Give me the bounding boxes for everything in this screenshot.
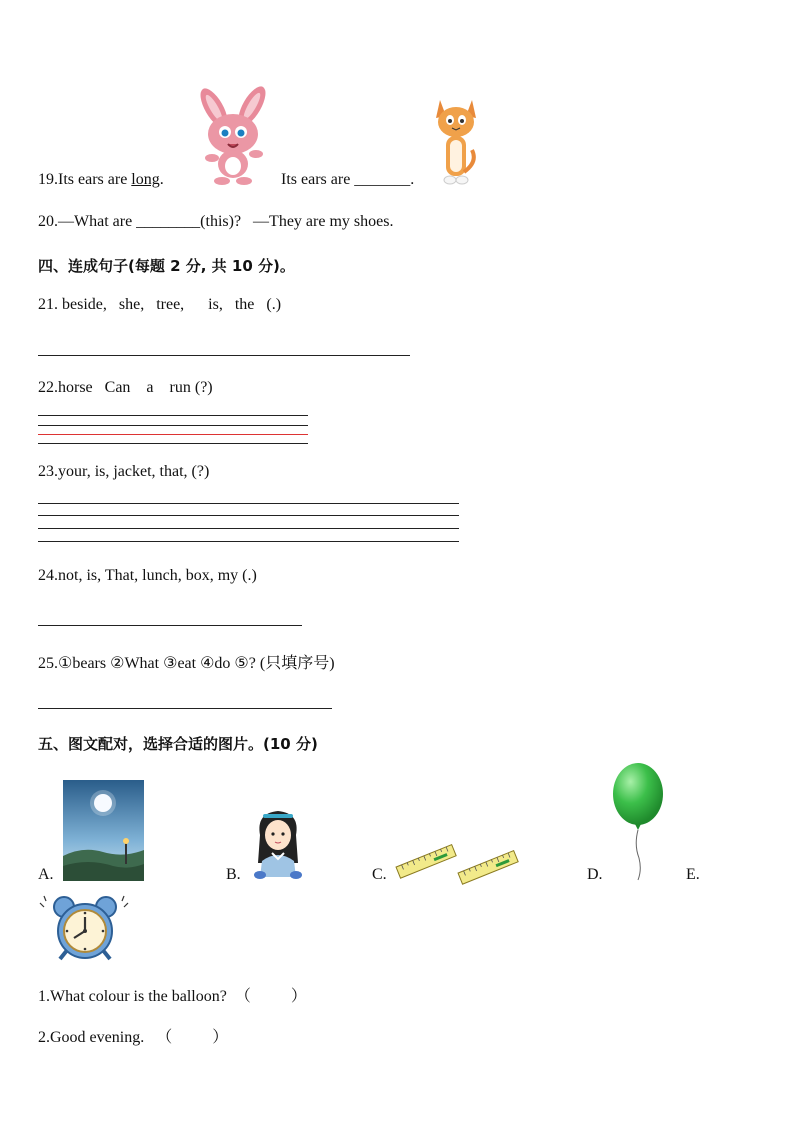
question-19 bbox=[38, 171, 164, 189]
writing-line-22b[interactable] bbox=[38, 425, 308, 426]
option-e-label: E. bbox=[686, 866, 700, 883]
writing-line-23b[interactable] bbox=[38, 515, 459, 516]
question-25: 25.①bears ②What ③eat ④do ⑤? (只填序号) bbox=[38, 655, 335, 672]
q19-left-answer: long bbox=[131, 171, 160, 188]
section-5-heading: 五、图文配对，选择合适的图片。(10 分) bbox=[38, 735, 318, 753]
section-4-heading: 四、连成句子(每题 2 分, 共 10 分)。 bbox=[38, 257, 295, 275]
two-rulers-icon[interactable] bbox=[395, 840, 523, 886]
girl-cartoon-icon[interactable] bbox=[250, 805, 306, 881]
question-20: 20.—What are ________(this)? —They are my shoes. bbox=[38, 213, 394, 230]
match-question-1: 1.What colour is the balloon? （ ） bbox=[38, 988, 307, 1005]
q19-right-end: . bbox=[410, 171, 415, 188]
alarm-clock-icon[interactable] bbox=[38, 893, 132, 965]
writing-line-22-red[interactable] bbox=[38, 434, 308, 435]
writing-line-23d[interactable] bbox=[38, 541, 459, 542]
cat-icon bbox=[432, 96, 480, 188]
question-19-right bbox=[281, 171, 414, 189]
option-c-label: C. bbox=[372, 866, 387, 883]
q19-number: 19. bbox=[38, 171, 58, 188]
question-24: 24.not, is, That, lunch, box, my (.) bbox=[38, 567, 257, 584]
question-23: 23.your, is, jacket, that, (?) bbox=[38, 463, 210, 480]
q19-left-text: Its ears are bbox=[58, 171, 132, 188]
answer-line-25[interactable] bbox=[38, 708, 332, 709]
match-question-2: 2.Good evening. （ ） bbox=[38, 1029, 229, 1046]
night-moon-scene-icon[interactable] bbox=[63, 780, 144, 881]
rabbit-icon bbox=[190, 86, 276, 186]
answer-line-21[interactable] bbox=[38, 355, 410, 356]
green-balloon-icon[interactable] bbox=[608, 760, 668, 882]
answer-line-24[interactable] bbox=[38, 625, 302, 626]
option-a-label: A. bbox=[38, 866, 54, 883]
question-22: 22.horse Can a run (?) bbox=[38, 379, 213, 396]
q19-answer-blank[interactable]: _______ bbox=[354, 171, 411, 188]
question-21: 21. beside, she, tree, is, the (.) bbox=[38, 296, 282, 313]
option-d-label: D. bbox=[587, 866, 603, 883]
writing-line-23c[interactable] bbox=[38, 528, 459, 529]
q19-left-end: . bbox=[159, 171, 164, 188]
option-b-label: B. bbox=[226, 866, 241, 883]
writing-line-22c[interactable] bbox=[38, 443, 308, 444]
writing-line-22a[interactable] bbox=[38, 415, 308, 416]
writing-line-23a[interactable] bbox=[38, 503, 459, 504]
q19-right-text: Its ears are bbox=[281, 171, 355, 188]
